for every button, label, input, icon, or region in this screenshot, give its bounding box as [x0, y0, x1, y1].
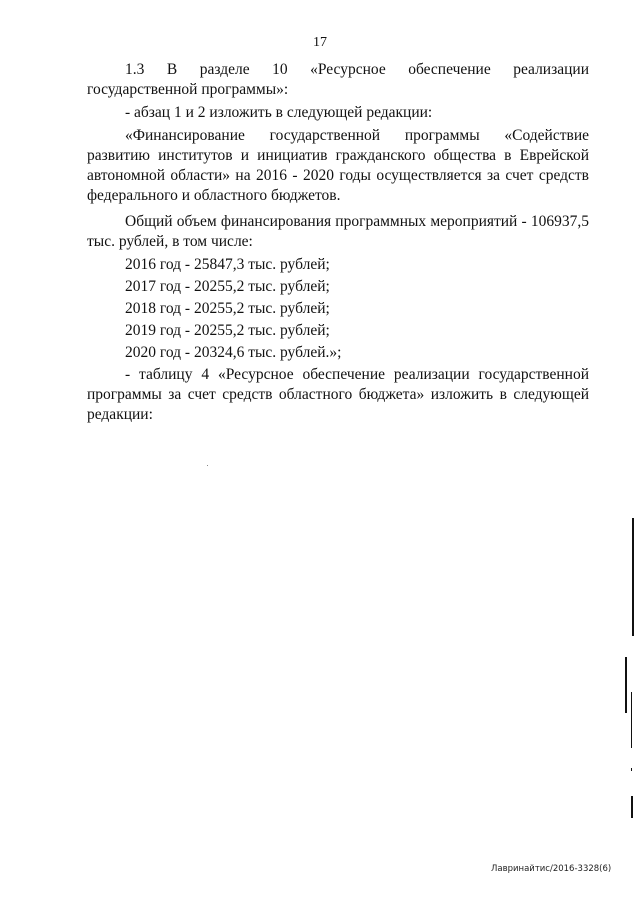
scan-edge-mark-3 [631, 692, 632, 748]
scan-edge-mark-1 [632, 518, 634, 636]
year-line-2016: 2016 год - 25847,3 тыс. рублей; [125, 256, 330, 273]
year-line-2020: 2020 год - 20324,6 тыс. рублей.»; [125, 344, 342, 361]
year-line-2017: 2017 год - 20255,2 тыс. рублей; [125, 278, 330, 295]
scan-dot [207, 465, 208, 466]
year-line-2019: 2019 год - 20255,2 тыс. рублей; [125, 322, 330, 339]
scan-edge-mark-5 [631, 796, 633, 818]
page-number: 17 [313, 35, 327, 50]
scan-edge-mark-4 [631, 768, 632, 771]
scan-edge-mark-2 [625, 657, 627, 713]
footer-document-code: Лавринайтис/2016-3328(6) [491, 864, 612, 874]
paragraph-total-volume: Общий объем финансирования программных мероприятий - 106937,5 тыс. рублей, в том числе: [87, 213, 589, 250]
paragraph-section-heading: 1.3 В разделе 10 «Ресурсное обеспечение реализации государственной программы»: [87, 61, 589, 98]
paragraph-table-instruction: - таблицу 4 «Ресурсное обеспечение реализации государственной программы за счет средств областного бюджета» изложить в следующей редакции: [87, 366, 589, 423]
year-line-2018: 2018 год - 20255,2 тыс. рублей; [125, 300, 330, 317]
paragraph-financing-text: «Финансирование государственной программы «Содействие развитию институтов и инициатив гражданского общества в Еврейской автономной области» на 2016 - 2020 годы осуществляется за счет средств федерального и областного бюджетов. [87, 127, 589, 204]
document-body [87, 60, 589, 428]
paragraph-instruction-abzac: - абзац 1 и 2 изложить в следующей редакции: [125, 104, 433, 121]
